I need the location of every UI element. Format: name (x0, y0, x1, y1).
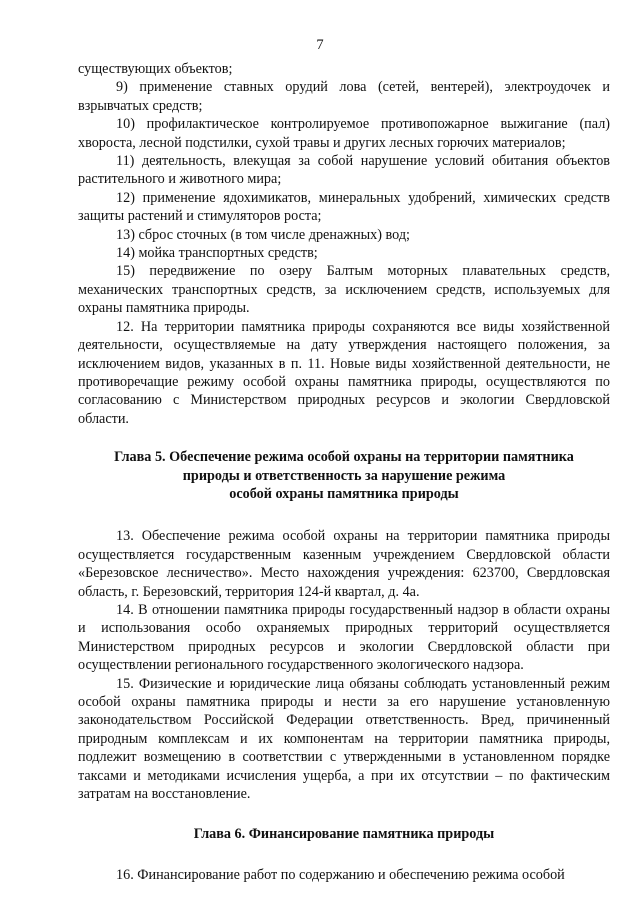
clause-12: 12. На территории памятника природы сохраняются все виды хозяйственной деятельности, осуществляемые на дату утверждения настоящего положения, за исключением видов, указанных в п. 11. Новые виды хозяйственной деятельности, не противоречащие режиму особой охраны памятника природы, осуществляются по согласованию с Министерством природных ресурсов и экологии Свердловской области. (78, 318, 610, 427)
chapter-5-heading (78, 448, 610, 503)
chapter-5-heading-line-2: природы и ответственность за нарушение режима (182, 467, 506, 484)
clause-13: 13. Обеспечение режима особой охраны на территории памятника природы осуществляется государственным казенным учреждением Свердловской области «Березовское лесничество». Место нахождения учреждения: 623700, Свердловская область, г. Березовский, территория 124-й квартал, д. 4а. (78, 528, 610, 600)
list-item-9: 9) применение ставных орудий лова (сетей, вентерей), электроудочек и взрывчатых средств; (78, 79, 610, 114)
list-item-13: 13) сброс сточных (в том числе дренажных) вод; (116, 226, 410, 243)
list-item-15: 15) передвижение по озеру Балтым моторных плавательных средств, механических транспортных средств, за исключением средств, используемых для охраны памятника природы. (78, 263, 610, 317)
list-item-11: 11) деятельность, влекущая за собой нарушение условий обитания объектов растительного и животного мира; (78, 153, 610, 188)
chapter-5-heading-line-1: Глава 5. Обеспечение режима особой охраны на территории памятника (114, 449, 574, 466)
chapter-6-heading: Глава 6. Финансирование памятника природы (193, 826, 495, 843)
clause-15: 15. Физические и юридические лица обязаны соблюдать установленный режим особой охраны памятника природы и нести за его нарушение установленную законодательством Российской Федерации ответственность. Вред, причиненный природным комплексам и их компонентам на территории памятника природы, подлежит возмещению в соответствии с утвержденными в установленном порядке таксами и методиками исчисления ущерба, а при их отсутствии – по фактическим затратам на восстановление. (78, 675, 610, 803)
list-item-14: 14) мойка транспортных средств; (116, 245, 318, 262)
chapter-5-heading-line-3: особой охраны памятника природы (229, 485, 459, 502)
paragraph-continuation: существующих объектов; (78, 61, 233, 77)
page-number: 7 (316, 37, 324, 53)
list-item-12: 12) применение ядохимикатов, минеральных удобрений, химических средств защиты растений и стимуляторов роста; (78, 189, 610, 225)
clause-14: 14. В отношении памятника природы государственный надзор в области охраны и использования особо охраняемых природных территорий осуществляется Министерством природных ресурсов и экологии Свердловской области при осуществлении регионального государственного экологического надзора. (78, 601, 610, 674)
document-body (78, 60, 610, 884)
clause-16: 16. Финансирование работ по содержанию и обеспечению режима особой (116, 866, 565, 883)
list-item-10: 10) профилактическое контролируемое противопожарное выжигание (пал) хвороста, лесной подстилки, сухой травы и других лесных горючих материалов; (78, 116, 610, 151)
